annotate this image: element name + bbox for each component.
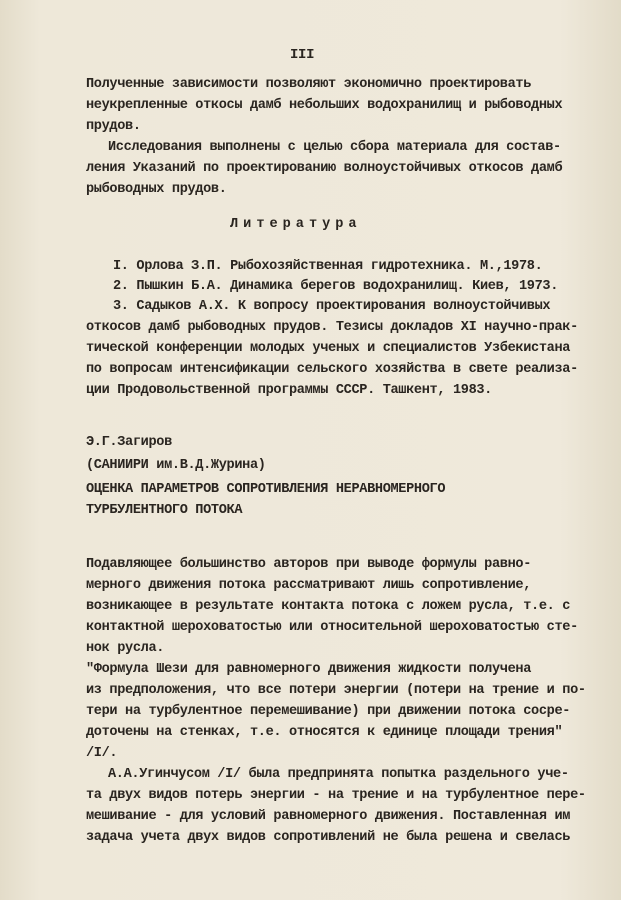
intro-line: ления Указаний по проектированию волноустойчивых откосов дамб [86,161,563,176]
body-line: А.А.Угинчусом /I/ была предпринята попытка раздельного уче- [108,767,569,782]
body-line: нок русла. [86,641,165,656]
body-line: та двух видов потерь энергии - на трение и на турбулентное пере- [86,788,586,803]
body-line: из предположения, что все потери энергии (потери на трение и по- [86,683,586,698]
article-title-line: ОЦЕНКА ПАРАМЕТРОВ СОПРОТИВЛЕНИЯ НЕРАВНОМЕРНОГО [86,482,446,497]
body-line: /I/. [86,746,118,761]
body-line: мешивание - для условий равномерного движения. Поставленная им [86,809,571,824]
article-title-line: ТУРБУЛЕНТНОГО ПОТОКА [86,503,243,518]
body-line: "Формула Шези для равномерного движения жидкости получена [86,662,532,677]
reference-item: ции Продовольственной программы СССР. Ташкент, 1983. [86,383,492,398]
article-affiliation: (САНИИРИ им.В.Д.Журина) [86,458,266,473]
intro-line: Полученные зависимости позволяют экономично проектировать [86,77,532,92]
article-author: Э.Г.Загиров [86,435,172,450]
reference-item: 3. Садыков А.Х. К вопросу проектирования волноустойчивых [113,299,551,314]
reference-item: 2. Пышкин Б.А. Динамика берегов водохранилищ. Киев, 1973. [113,279,559,294]
reference-item: тической конференции молодых ученых и специалистов Узбекистана [86,341,571,356]
intro-line: неукрепленные откосы дамб небольших водохранилищ и рыбоводных [86,98,563,113]
intro-line: прудов. [86,119,141,134]
body-line: мерного движения потока рассматривают лишь сопротивление, [86,578,532,593]
reference-item: откосов дамб рыбоводных прудов. Тезисы докладов XI научно-прак- [86,320,578,335]
reference-item: I. Орлова З.П. Рыбохозяйственная гидротехника. М.,1978. [113,259,543,274]
body-line: Подавляющее большинство авторов при выводе формулы равно- [86,557,532,572]
page-number: III [290,47,315,63]
body-line: доточены на стенках, т.е. относятся к единице площади трения" [86,725,563,740]
reference-item: по вопросам интенсификации сельского хозяйства в свете реализа- [86,362,578,377]
references-heading: Литература [230,217,362,232]
intro-line: Исследования выполнены с целью сбора материала для состав- [108,140,561,155]
body-line: тери на турбулентное перемешивание) при движении потока сосре- [86,704,571,719]
body-line: задача учета двух видов сопротивлений не была решена и свелась [86,830,571,845]
intro-line: рыбоводных прудов. [86,182,227,197]
body-line: возникающее в результате контакта потока с ложем русла, т.е. с [86,599,571,614]
body-line: контактной шероховатостью или относительной шероховатостью сте- [86,620,578,635]
